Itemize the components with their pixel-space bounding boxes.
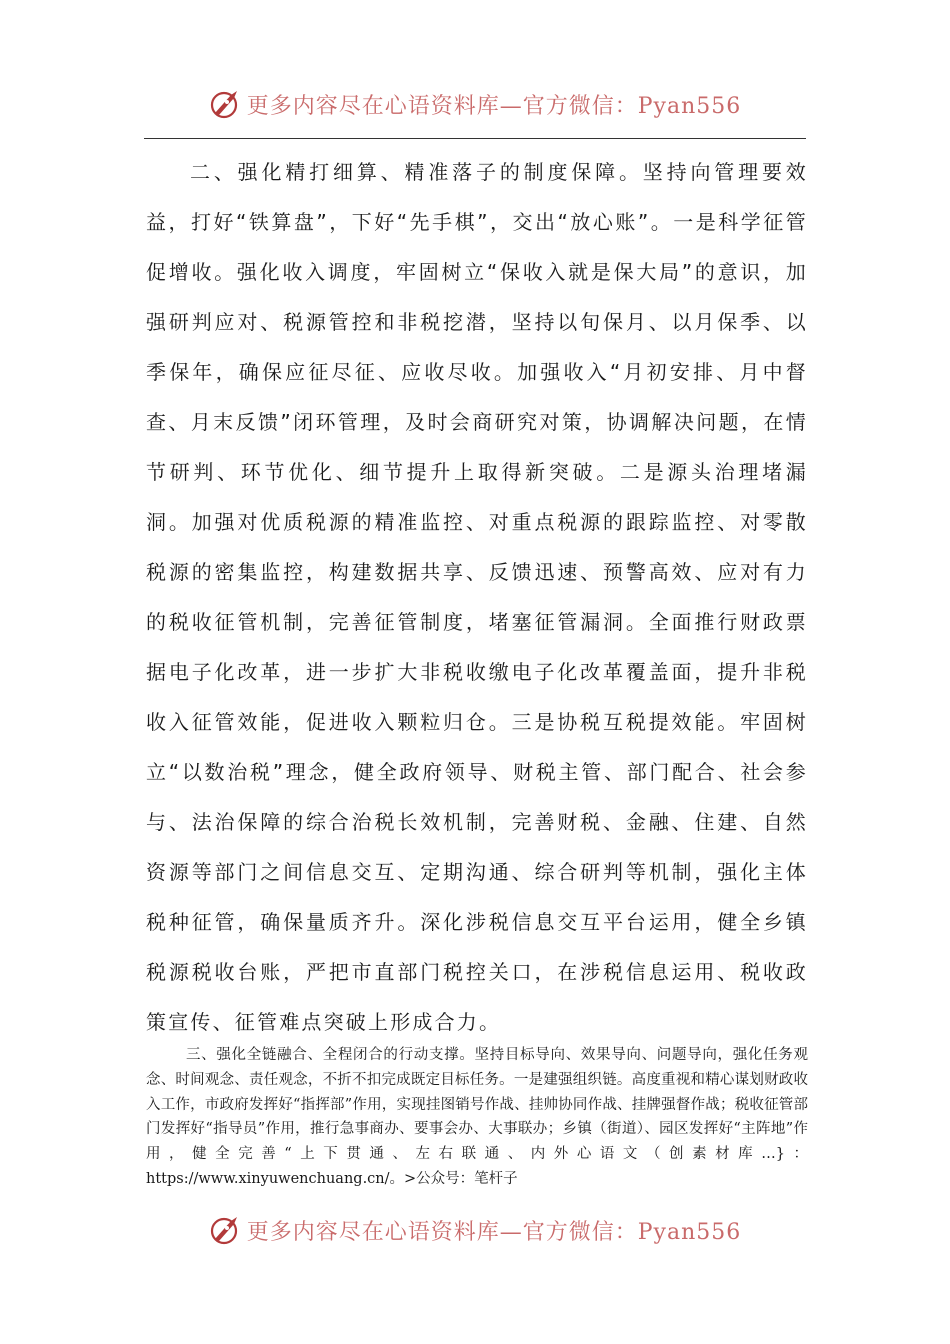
section-three-paragraph: 三、强化全链融合、全程闭合的行动支撑。坚持目标导向、效果导向、问题导向，强化任务观念、时间观念、责任观念，不折不扣完成既定目标任务。一是建强组织链。高度重视和精心谋划财政收入工作，市政府发挥好“指挥部”作用，实现挂图销号作战、挂帅协同作战、挂牌强督作战；税收征管部门发挥好“指导员”作用，推行急事商办、要事会办、大事联办；乡镇（街道）、园区发挥好“主阵地”作用，健全完善“上下贯通、左右联通、内外心语文（创素材库…}：https://www.xinyuwenchuang.cn/。>公众号：笔杆子 <box>146 1047 808 1187</box>
watermark-text: 更多内容尽在心语资料库—官方微信：Pyan556 <box>246 1219 742 1245</box>
watermark-text: 更多内容尽在心语资料库—官方微信：Pyan556 <box>246 93 742 119</box>
header-divider <box>144 138 806 139</box>
header-watermark <box>0 84 950 124</box>
footer-watermark <box>0 1210 950 1250</box>
pen-nib-logo-icon <box>209 87 243 121</box>
section-two-paragraph: 二、强化精打细算、精准落子的制度保障。坚持向管理要效益，打好“铁算盘”，下好“先手棋”，交出“放心账”。一是科学征管促增收。强化收入调度，牢固树立“保收入就是保大局”的意识，加强研判应对、税源管控和非税挖潜，坚持以旬保月、以月保季、以季保年，确保应征尽征、应收尽收。加强收入“月初安排、月中督查、月末反馈”闭环管理，及时会商研究对策，协调解决问题，在情节研判、环节优化、细节提升上取得新突破。二是源头治理堵漏洞。加强对优质税源的精准监控、对重点税源的跟踪监控、对零散税源的密集监控，构建数据共享、反馈迅速、预警高效、应对有力的税收征管机制，完善征管制度，堵塞征管漏洞。全面推行财政票据电子化改革，进一步扩大非税收缴电子化改革覆盖面，提升非税收入征管效能，促进收入颗粒归仓。三是协税互税提效能。牢固树立“以数治税”理念，健全政府领导、财税主管、部门配合、社会参与、法治保障的综合治税长效机制，完善财税、金融、住建、自然资源等部门之间信息交互、定期沟通、综合研判等机制，强化主体税种征管，确保量质齐升。深化涉税信息交互平台运用，健全乡镇税源税收台账，严把市直部门税控关口，在涉税信息运用、税收政策宣传、征管难点突破上形成合力。 <box>146 160 808 1034</box>
pen-nib-logo-icon <box>209 1213 243 1247</box>
